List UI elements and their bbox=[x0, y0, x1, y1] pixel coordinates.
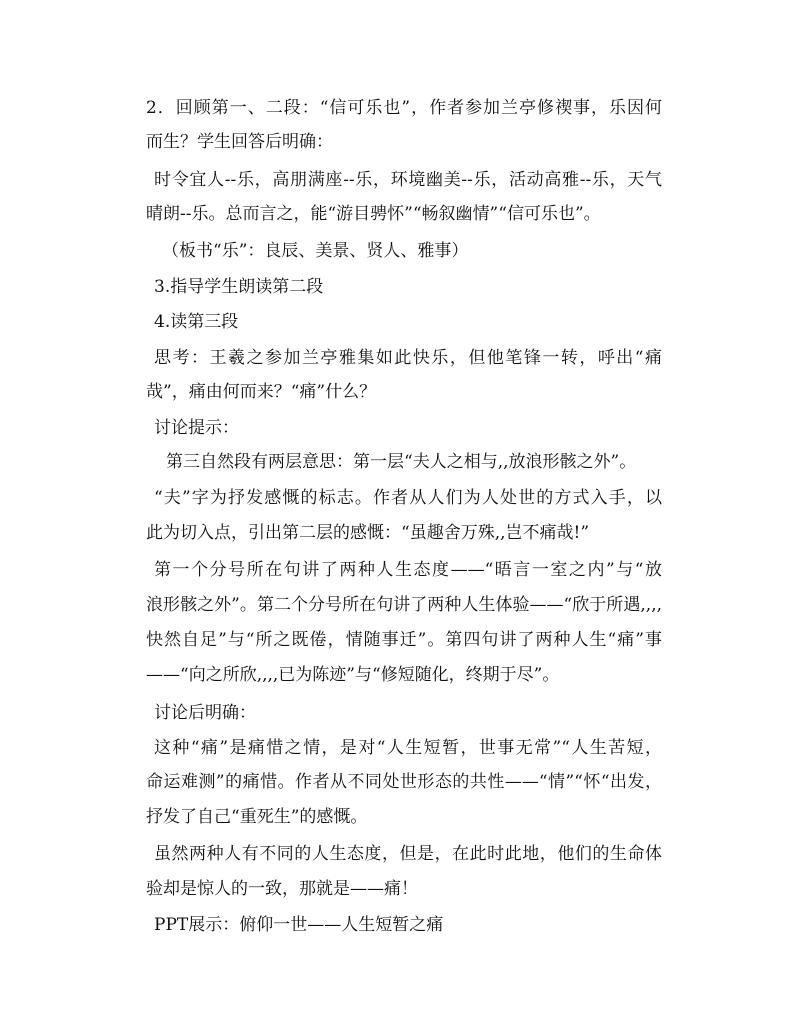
text-line-24: PPT展示：俯仰一世——人生短暂之痛 bbox=[154, 915, 444, 935]
text-line-15: 浪形骸之外”。第二个分号所在句讲了两种人生体验——“欣于所遇,,,, bbox=[146, 595, 662, 615]
text-line-2: 而生？学生回答后明确： bbox=[146, 132, 333, 152]
text-line-5: （板书“乐”：良辰、美景、贤人、雅事） bbox=[162, 241, 469, 261]
text-line-10: 讨论提示： bbox=[154, 418, 239, 438]
text-line-19: 这种“痛”是痛惜之情，是对“人生短暂，世事无常”“人生苦短， bbox=[154, 738, 662, 758]
text-line-13: 此为切入点，引出第二层的感慨：“虽趣舍万殊,,岂不痛哉!” bbox=[146, 523, 590, 543]
text-line-16: 快然自足”与“所之既倦，情随事迁”。第四句讲了两种人生“痛”事 bbox=[146, 630, 662, 650]
text-line-7: 4.读第三段 bbox=[154, 312, 239, 332]
text-line-9: 哉”，痛由何而来？“痛”什么？ bbox=[146, 382, 377, 402]
text-line-1: 2．回顾第一、二段：“信可乐也”，作者参加兰亭修禊事，乐因何 bbox=[146, 98, 662, 118]
text-line-21: 抒发了自己“重死生”的感慨。 bbox=[146, 807, 368, 827]
text-line-23: 验却是惊人的一致，那就是——痛！ bbox=[146, 879, 418, 899]
text-line-18: 讨论后明确： bbox=[154, 703, 256, 723]
text-line-4: 晴朗--乐。总而言之，能“游目骋怀”“畅叙幽情”“信可乐也”。 bbox=[146, 204, 601, 224]
text-line-20: 命运难测”的痛惜。作者从不同处世形态的共性——“情”“怀“出发， bbox=[146, 772, 662, 792]
text-line-17: ——“向之所欣,,,,已为陈迹”与“修短随化，终期于尽”。 bbox=[146, 665, 560, 685]
text-line-14: 第一个分号所在句讲了两种人生态度——“晤言一室之内”与“放 bbox=[154, 560, 662, 580]
text-line-12: “夫”字为抒发感慨的标志。作者从人们为人处世的方式入手，以 bbox=[154, 488, 662, 508]
text-line-22: 虽然两种人有不同的人生态度，但是，在此时此地，他们的生命体 bbox=[154, 844, 662, 864]
text-line-8: 思考：王羲之参加兰亭雅集如此快乐，但他笔锋一转，呼出“痛 bbox=[154, 348, 662, 368]
text-line-3: 时令宜人--乐，高朋满座--乐，环境幽美--乐，活动高雅--乐，天气 bbox=[154, 170, 662, 190]
text-line-6: 3.指导学生朗读第二段 bbox=[154, 277, 324, 297]
text-line-11: 第三自然段有两层意思：第一层“夫人之相与,,放浪形骸之外”。 bbox=[166, 452, 637, 472]
